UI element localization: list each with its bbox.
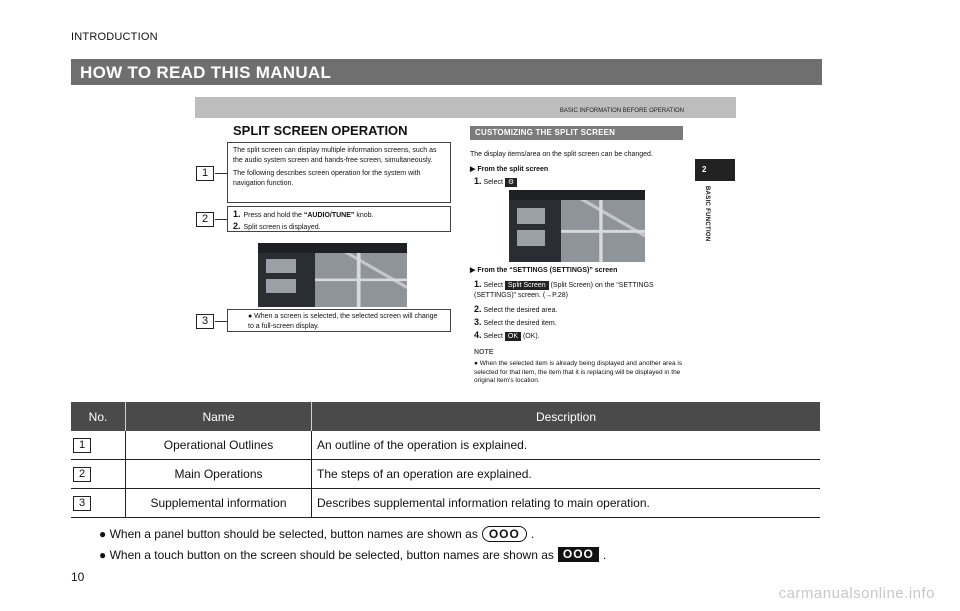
split-screen-image (258, 243, 407, 307)
steps-box (227, 206, 451, 232)
step-text: Select (483, 282, 503, 289)
settings-step-4 (474, 330, 540, 342)
step-number: 2. (474, 304, 482, 314)
legend-table (71, 402, 820, 518)
step-2 (233, 221, 445, 233)
from-split-heading: ▶ From the split screen (470, 166, 549, 173)
panel-button-sample: OOO (482, 526, 527, 542)
right-step-1 (474, 176, 517, 188)
split-screen-image-2 (509, 190, 645, 262)
note-text: ● When a panel button should be selected, button names are shown as (99, 527, 478, 541)
header-description: Description (311, 402, 820, 431)
settings-step-2 (474, 304, 557, 316)
screen-tile (266, 259, 296, 273)
settings-step-1 (474, 279, 689, 301)
callout-leader (215, 219, 227, 220)
screen-map (561, 190, 645, 262)
table-row (71, 431, 820, 460)
callout-3: 3 (196, 314, 214, 329)
watermark: carmanualsonline.info (778, 585, 935, 602)
note-body: ● When the selected item is already being displayed and another area is selected for that item, the item that it is replacing will be displayed in the original item’s location. (474, 360, 683, 384)
step-number: 1. (233, 209, 241, 219)
sample-header-bar (195, 97, 736, 118)
screen-status-bar (258, 243, 407, 253)
row-description: Describes supplemental information relating to main operation. (311, 489, 820, 517)
note-text: ● When a touch button on the screen should be selected, button names are shown as (99, 547, 554, 562)
step-number: 1. (474, 176, 482, 186)
callout-2: 2 (196, 212, 214, 227)
screen-status-bar (509, 190, 645, 200)
row-callout: 2 (73, 467, 91, 482)
chapter-number: 2 (702, 165, 707, 174)
step-text: (Split Screen) on the “SETTINGS (SETTINGS)” screen. (→P.28) (474, 282, 654, 299)
note-end: . (530, 527, 535, 541)
row-name: Operational Outlines (125, 431, 311, 459)
screen-tile (517, 208, 545, 224)
step-number: 4. (474, 330, 482, 340)
header-name: Name (125, 402, 311, 431)
row-name: Supplemental information (125, 489, 311, 517)
callout-1: 1 (196, 166, 214, 181)
row-description: The steps of an operation are explained. (311, 460, 820, 488)
callout-leader (215, 321, 227, 322)
step-text: Select (483, 333, 503, 340)
outline-box (227, 142, 451, 203)
customizing-desc: The display items/area on the split screen can be changed. (470, 151, 653, 158)
section-label: INTRODUCTION (71, 31, 158, 43)
step-text: Split screen is displayed. (243, 224, 321, 231)
note-title: NOTE (474, 349, 494, 356)
callout-leader (215, 173, 227, 174)
settings-icon: ⚙ (505, 178, 517, 187)
step-text: Select the desired area. (483, 307, 558, 314)
row-callout: 1 (73, 438, 91, 453)
table-row (71, 489, 820, 518)
step-text: Select the desired item. (483, 320, 557, 327)
ok-chip: OK (505, 332, 521, 341)
customizing-title: CUSTOMIZING THE SPLIT SCREEN (475, 128, 616, 137)
page-title: HOW TO READ THIS MANUAL (80, 63, 332, 82)
header-no: No. (88, 409, 108, 424)
touch-button-note (99, 547, 606, 562)
table-header (71, 402, 820, 431)
row-name: Main Operations (125, 460, 311, 488)
settings-step-3 (474, 317, 557, 329)
screen-tile (266, 279, 296, 293)
step-text: Select (483, 179, 503, 186)
step-1 (233, 209, 445, 221)
from-settings-heading: ▶ From the “SETTINGS (SETTINGS)” screen (470, 267, 618, 274)
customizing-header (470, 126, 683, 140)
step-text: Press and hold the (243, 212, 304, 219)
step-number: 3. (474, 317, 482, 327)
supplement-box (227, 309, 451, 332)
note-end: . (602, 547, 607, 562)
title-bar (71, 59, 822, 85)
intro-text-2: The following describes screen operation for the system with navigation function. (233, 170, 421, 187)
intro-text-1: The split screen can display multiple information screens, such as the audio system screen and hands-free screen, simultaneously. (233, 147, 437, 164)
sample-header-text: BASIC INFORMATION BEFORE OPERATION (559, 108, 684, 114)
step-number: 2. (233, 221, 241, 231)
panel-button-note (99, 526, 534, 542)
page-number: 10 (71, 570, 85, 584)
step-bold: “AUDIO/TUNE” (303, 212, 355, 219)
sample-title: SPLIT SCREEN OPERATION (233, 123, 408, 138)
touch-button-sample: OOO (558, 547, 599, 562)
step-text: (OK). (522, 333, 540, 340)
chapter-side-label: BASIC FUNCTION (704, 186, 710, 242)
supplement-text: ● When a screen is selected, the selected screen will change to a full-screen display. (248, 313, 438, 330)
table-row (71, 460, 820, 489)
row-description: An outline of the operation is explained. (311, 431, 820, 459)
screen-panel (509, 190, 561, 262)
screen-tile (517, 230, 545, 246)
split-screen-chip: Split Screen (505, 281, 549, 290)
row-callout: 3 (73, 496, 91, 511)
step-number: 1. (474, 279, 482, 289)
chapter-tab (695, 159, 735, 181)
step-text: knob. (354, 212, 374, 219)
